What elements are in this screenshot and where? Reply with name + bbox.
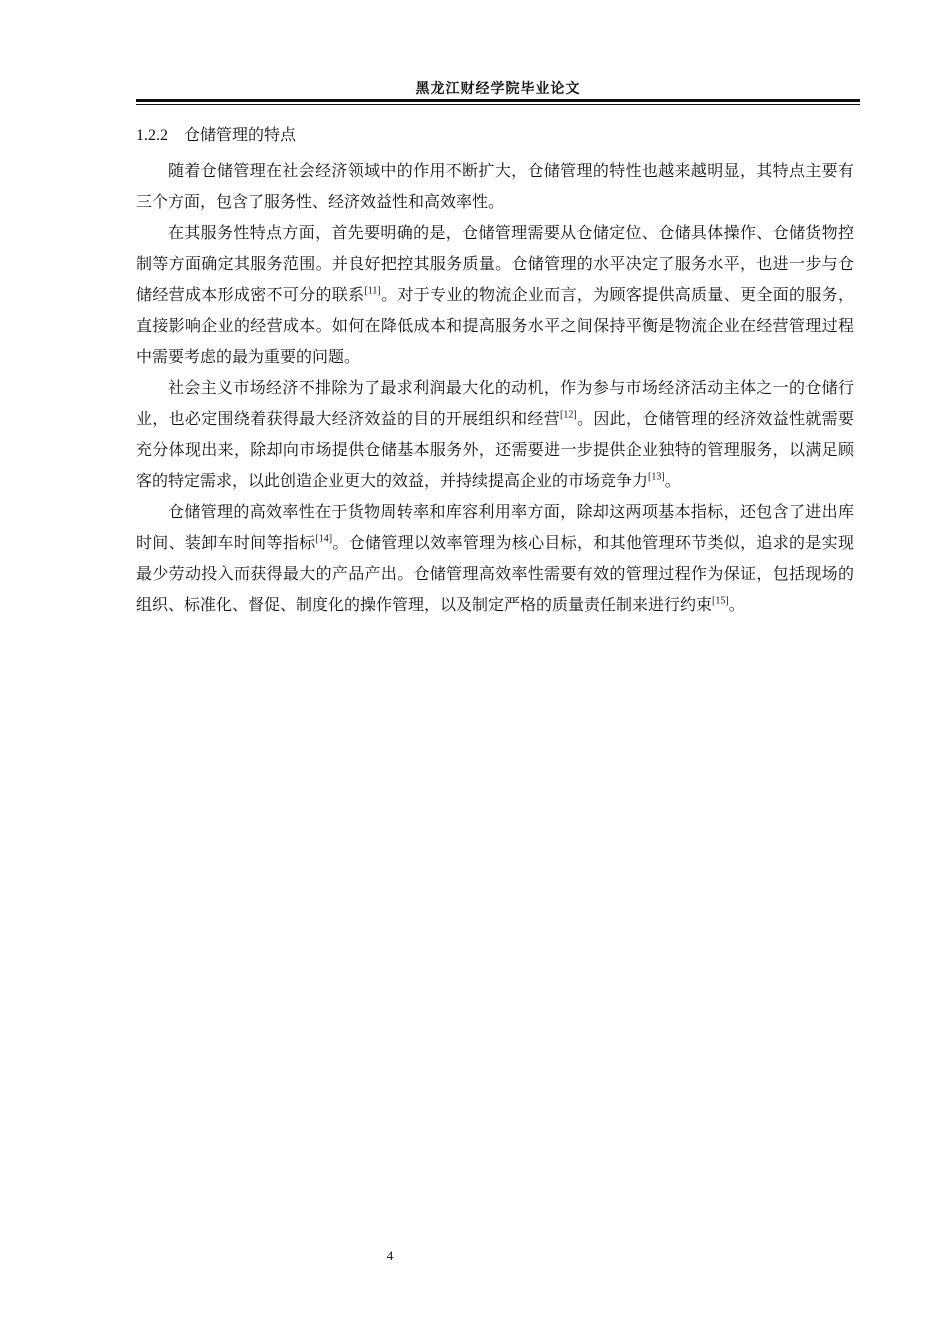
paragraph-text: 。对于专业的物流企业而言，为顾客提供高质量、更全面的服务，直接影响企业的经营成本。如何在降低成本和提高服务水平之间保持平衡是物流企业在经营管理过程中需要考虑的最为重要的问题。 bbox=[136, 285, 854, 366]
body-content bbox=[136, 122, 854, 620]
paragraph-text: 社会主义市场经济不排除为了最求利润最大化的动机，作为参与市场经济活动主体之一的仓储行业，也必定围绕着获得最大经济效益的目的开展组织和经营 bbox=[136, 378, 854, 428]
section-heading bbox=[136, 122, 854, 149]
paragraph-service bbox=[136, 217, 854, 372]
running-header: 黑龙江财经学院毕业论文 bbox=[415, 81, 581, 97]
paragraph-text: 。 bbox=[728, 595, 745, 614]
paragraph-text: 。 bbox=[664, 471, 681, 490]
page-number: 4 bbox=[386, 1248, 394, 1263]
header-rule-thick bbox=[136, 99, 860, 102]
paragraph-intro bbox=[136, 155, 854, 217]
section-title: 仓储管理的特点 bbox=[184, 125, 297, 144]
paragraph-efficiency bbox=[136, 496, 854, 620]
paragraph-economic bbox=[136, 372, 854, 496]
paragraph-text: 仓储管理的高效率性在于货物周转率和库容利用率方面，除却这两项基本指标，还包含了进出库时间、装卸车时间等指标 bbox=[136, 502, 854, 552]
section-number: 1.2.2 bbox=[136, 127, 168, 144]
header-rule-thin bbox=[136, 104, 860, 105]
citation-marker: [13] bbox=[648, 471, 665, 483]
citation-marker: [12] bbox=[560, 409, 577, 421]
citation-marker: [15] bbox=[712, 595, 729, 607]
paragraph-text: 。因此，仓储管理的经济效益性就需要充分体现出来，除却向市场提供仓储基本服务外，还需要进一步提供企业独特的管理服务，以满足顾客的特定需求，以此创造企业更大的效益，并持续提高企业的市场竞争力 bbox=[136, 409, 854, 490]
citation-marker: [11] bbox=[364, 285, 381, 297]
paragraph-text: 随着仓储管理在社会经济领域中的作用不断扩大，仓储管理的特性也越来越明显，其特点主要有三个方面，包含了服务性、经济效益性和高效率性。 bbox=[136, 161, 854, 211]
citation-marker: [14] bbox=[315, 533, 333, 545]
paragraph-text: 在其服务性特点方面，首先要明确的是，仓储管理需要从仓储定位、仓储具体操作、仓储货物控制等方面确定其服务范围。并良好把控其服务质量。仓储管理的水平决定了服务水平，也进一步与仓储经营成本形成密不可分的联系 bbox=[136, 223, 854, 304]
paragraph-text: 。仓储管理以效率管理为核心目标，和其他管理环节类似，追求的是实现最少劳动投入而获得最大的产品产出。仓储管理高效率性需要有效的管理过程作为保证，包括现场的组织、标准化、督促、制度化的操作管理，以及制定严格的质量责任制来进行约束 bbox=[136, 533, 854, 614]
